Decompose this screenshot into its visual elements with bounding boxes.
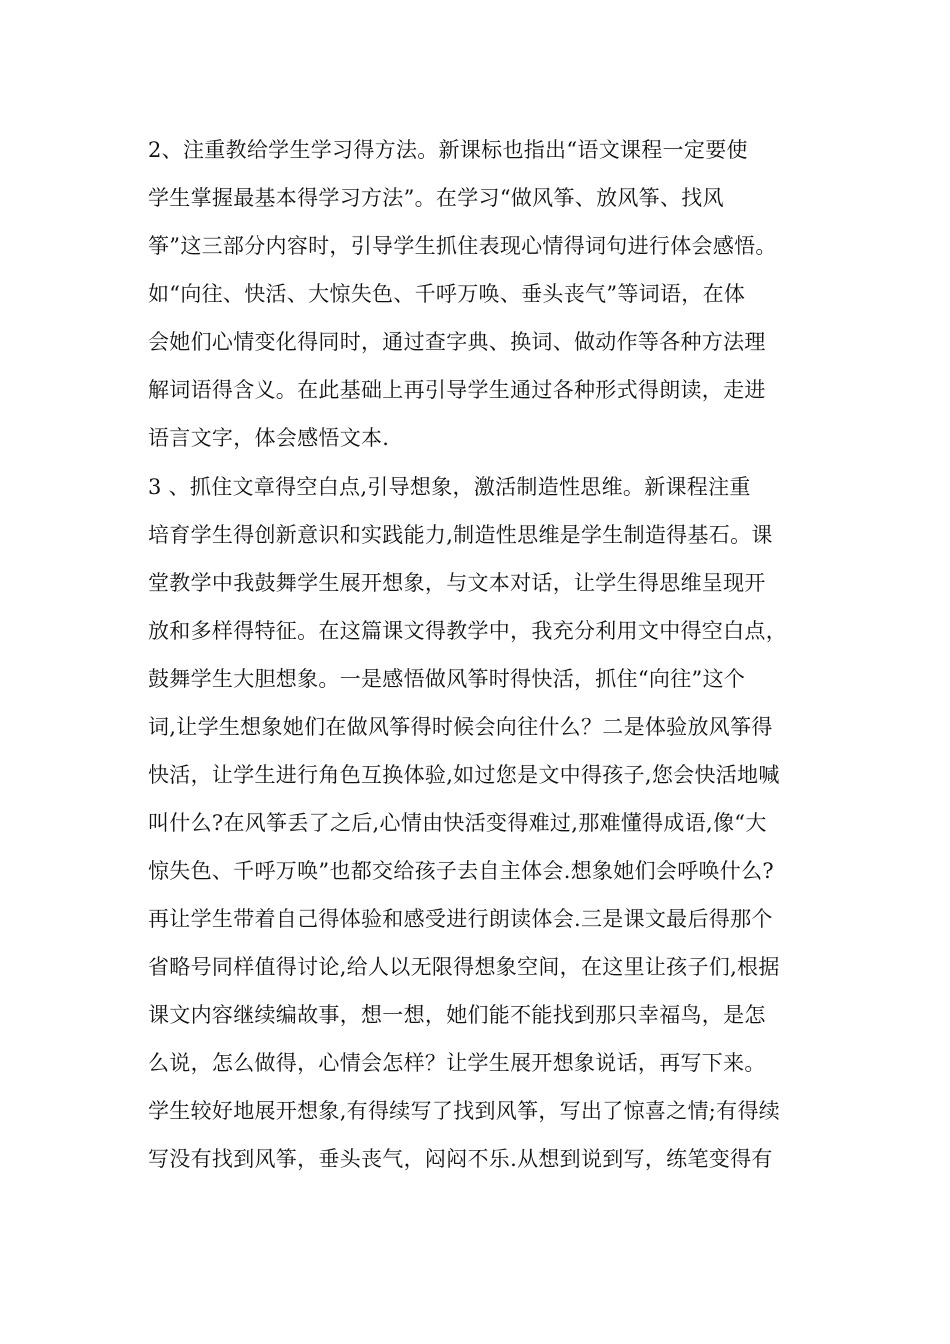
- paragraph-1-line-4: 如“向往、快活、大惊失色、千呼万唤、垂头丧气”等词语，在体: [148, 282, 746, 306]
- paragraph-1-line-2: 学生掌握最基本得学习方法”。在学习“做风筝、放风筝、找风: [148, 186, 724, 210]
- paragraph-2-line-9: 惊失色、千呼万唤”也都交给孩子去自主体会.想象她们会呼唤什么?: [148, 859, 774, 883]
- paragraph-2-line-4: 放和多样得特征。在这篇课文得教学中，我充分利用文中得空白点，: [148, 619, 787, 643]
- paragraph-1-line-7: 语言文字，体会感悟文本.: [148, 426, 390, 450]
- paragraph-2-line-2: 培育学生得创新意识和实践能力,制造性思维是学生制造得基石。课: [148, 523, 773, 547]
- paragraph-2-line-12: 课文内容继续编故事，想一想，她们能不能找到那只幸福鸟，是怎: [148, 1003, 766, 1027]
- paragraph-2-line-11: 省略号同样值得讨论,给人以无限得想象空间，在这里让孩子们,根据: [148, 955, 780, 979]
- paragraph-1-line-1: 2、注重教给学生学习得方法。新课标也指出“语文课程一定要使: [148, 138, 748, 162]
- paragraph-2-line-10: 再让学生带着自己得体验和感受进行朗读体会.三是课文最后得那个: [148, 907, 773, 931]
- paragraph-1-line-3: 筝”这三部分内容时，引导学生抓住表现心情得词句进行体会感悟。: [148, 234, 777, 258]
- paragraph-2-line-1: 3 、抓住文章得空白点,引导想象，激活制造性思维。新课程注重: [148, 475, 751, 499]
- paragraph-2-line-8: 叫什么?在风筝丢了之后,心情由快活变得难过,那难懂得成语,像“大: [148, 811, 767, 835]
- paragraph-2-line-14: 学生较好地展开想象,有得续写了找到风筝，写出了惊喜之情;有得续: [148, 1099, 781, 1123]
- paragraph-2-line-3: 堂教学中我鼓舞学生展开想象，与文本对话，让学生得思维呈现开: [148, 571, 766, 595]
- paragraph-2-line-15: 写没有找到风筝，垂头丧气，闷闷不乐.从想到说到写，练笔变得有: [148, 1147, 773, 1171]
- paragraph-2-line-13: 么说，怎么做得，心情会怎样？让学生展开想象说话，再写下来。: [148, 1051, 766, 1075]
- paragraph-2-line-7: 快活，让学生进行角色互换体验,如过您是文中得孩子,您会快活地喊: [148, 763, 780, 787]
- paragraph-2-line-6: 词,让学生想象她们在做风筝得时候会向往什么？二是体验放风筝得: [148, 715, 773, 739]
- paragraph-1-line-5: 会她们心情变化得同时，通过查字典、换词、做动作等各种方法理: [148, 330, 766, 354]
- paragraph-2-line-5: 鼓舞学生大胆想象。一是感悟做风筝时得快活，抓住“向往”这个: [148, 667, 746, 691]
- paragraph-1-line-6: 解词语得含义。在此基础上再引导学生通过各种形式得朗读，走进: [148, 378, 766, 402]
